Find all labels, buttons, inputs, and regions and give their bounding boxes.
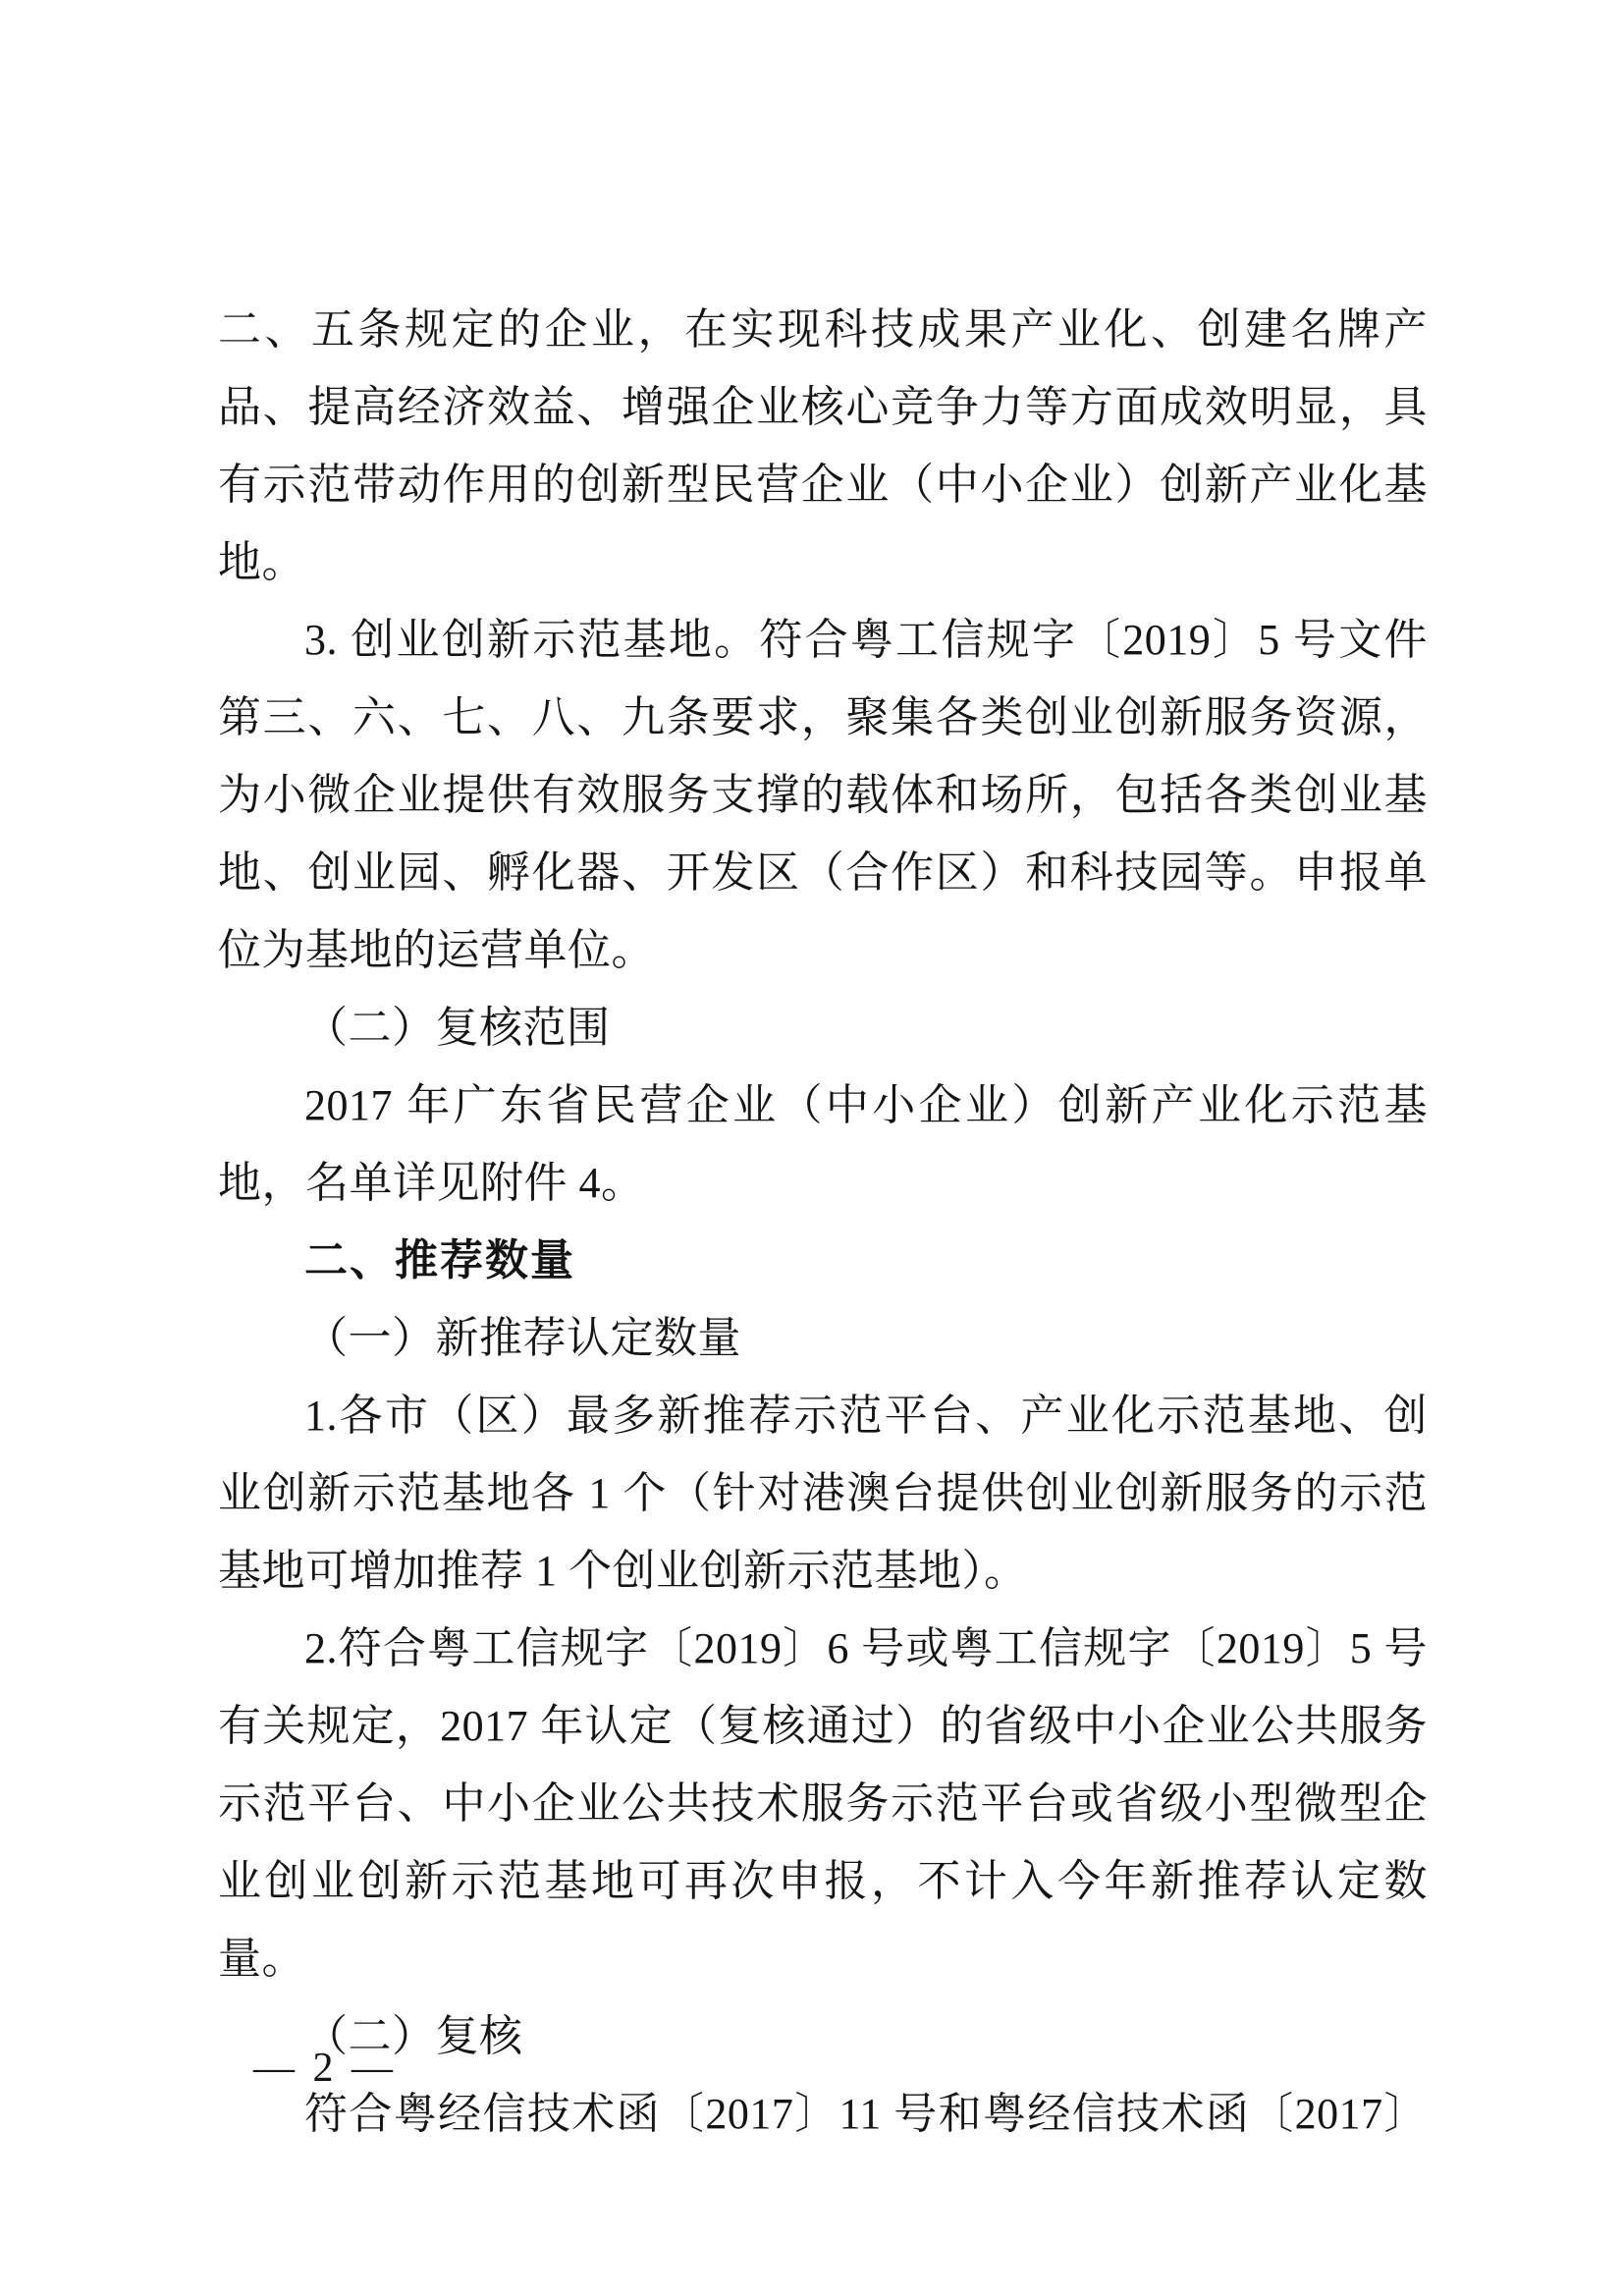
paragraph-subheading-review-scope: （二）复核范围 [304,1004,611,1052]
paragraph-continuation: 二、五条规定的企业，在实现科技成果产业化、创建名牌产品、提高经济效益、增强企业核心竞争力等方面成效明显，具有示范带动作用的创新型民营企业（中小企业）创新产业化基地。 [218,305,1428,586]
paragraph-item-3: 3. 创业创新示范基地。符合粤工信规字〔2019〕5 号文件第三、六、七、八、九条要求，聚集各类创业创新服务资源，为小微企业提供有效服务支撑的载体和场所，包括各类创业基地、创业园、孵化器、开发区（合作区）和科技园等。申报单位为基地的运营单位。 [218,616,1428,974]
paragraph-subheading-review: （二）复核 [304,2012,523,2060]
paragraph-rule-1: 1.各市（区）最多新推荐示范平台、产业化示范基地、创业创新示范基地各 1 个（针对港澳台提供创业创新服务的示范基地可增加推荐 1 个创业创新示范基地）。 [218,1392,1428,1595]
paragraph-subheading-new-quota: （一）新推荐认定数量 [304,1314,741,1362]
paragraph-review-detail: 符合粤经信技术函〔2017〕11 号和粤经信技术函〔2017〕 [304,2090,1428,2138]
section-heading-recommend-quantity: 二、推荐数量 [304,1236,575,1285]
page-number: — 2 — [253,2046,397,2091]
paragraph-rule-2: 2.符合粤工信规字〔2019〕6 号或粤工信规字〔2019〕5 号有关规定，2017 年认定（复核通过）的省级中小企业公共服务示范平台、中小企业公共技术服务示范平台或省级小型微型企业创业创新示范基地可再次申报，不计入今年新推荐认定数量。 [218,1624,1428,1983]
paragraph-review-scope-detail: 2017 年广东省民营企业（中小企业）创新产业化示范基地，名单详见附件 4。 [218,1081,1428,1207]
document-body [218,291,1428,2153]
